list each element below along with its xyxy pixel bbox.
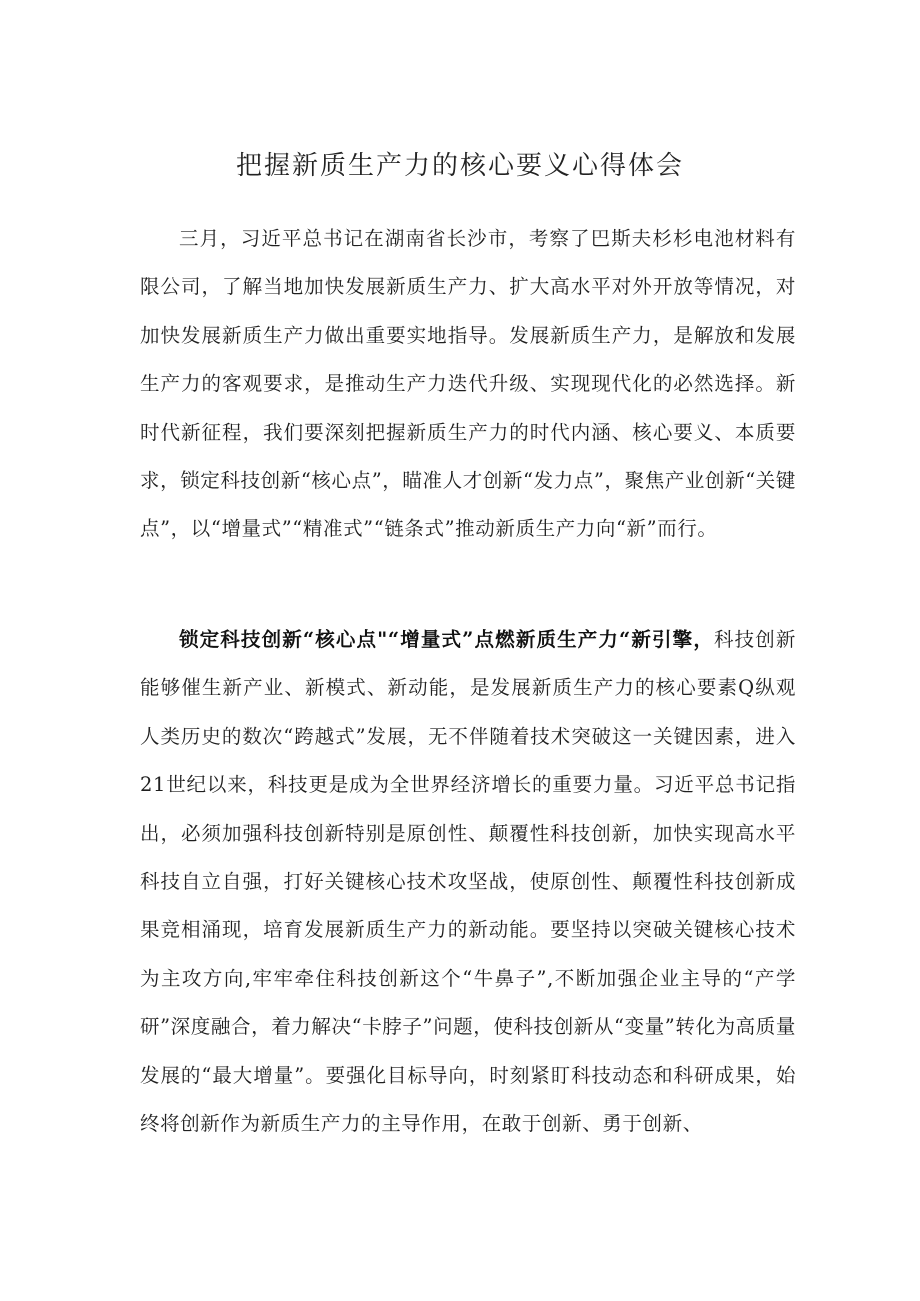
paragraph-tech-innovation bbox=[140, 616, 796, 1148]
paragraph-intro-text: 三月，习近平总书记在湖南省长沙市，考察了巴斯夫杉杉电池材料有限公司，了解当地加快发展新质生产力、扩大高水平对外开放等情况，对加快发展新质生产力做出重要实地指导。发展新质生产力，是解放和发展生产力的客观要求，是推动生产力迭代升级、实现现代化的必然选择。新时代新征程，我们要深刻把握新质生产力的时代内涵、核心要义、本质要求，锁定科技创新“核心点”，瞄准人才创新“发力点”，聚焦产业创新“关键点”，以“增量式”“精准式”“链条式”推动新质生产力向“新”而行。 bbox=[140, 227, 796, 541]
document-title: 把握新质生产力的核心要义心得体会 bbox=[235, 151, 684, 181]
paragraph-intro bbox=[140, 215, 796, 554]
paragraph-tech-innovation-text: 科技创新能够催生新产业、新模式、新动能，是发展新质生产力的核心要素Q纵观人类历史的数次“跨越式”发展，无不伴随着技术突破这一关键因素，进入21世纪以来，科技更是成为全世界经济增长的重要力量。习近平总书记指出，必须加强科技创新特别是原创性、颠覆性科技创新，加快实现高水平科技自立自强，打好关键核心技术攻坚战，使原创性、颠覆性科技创新成果竞相涌现，培育发展新质生产力的新动能。要坚持以突破关键核心技术为主攻方向,牢牢牵住科技创新这个“牛鼻子”,不断加强企业主导的“产学研”深度融合，着力解决“卡脖子”问题，使科技创新从“变量”转化为高质量发展的“最大增量”。要强化目标导向，时刻紧盯科技动态和科研成果，始终将创新作为新质生产力的主导作用，在敢于创新、勇于创新、 bbox=[140, 628, 796, 1136]
paragraph-lead-heading: 锁定科技创新“核心点"“增量式”点燃新质生产力“新引擎， bbox=[179, 628, 714, 651]
